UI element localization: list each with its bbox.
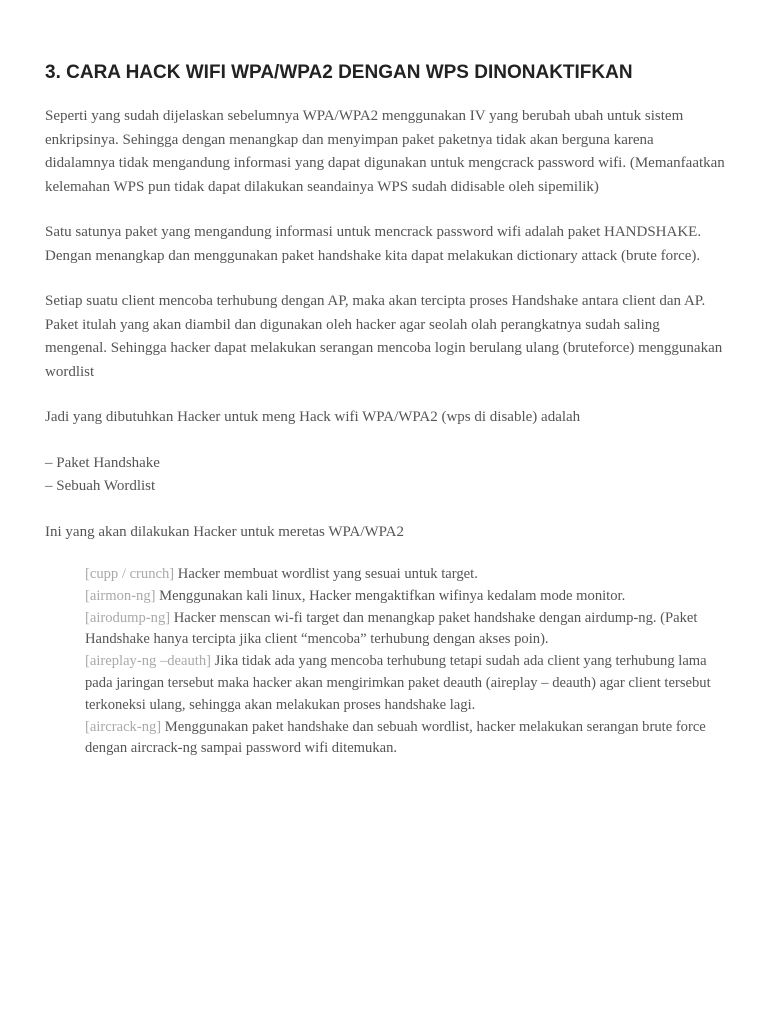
step-item bbox=[85, 651, 730, 716]
paragraph-handshake: Satu satunya paket yang mengandung informasi untuk mencrack password wifi adalah paket HANDSHAKE. Dengan menangkap dan menggunakan paket handshake kita dapat melakukan dictionary attack (brute force). bbox=[45, 224, 702, 264]
tool-tag: [aireplay-ng –deauth] bbox=[85, 653, 212, 670]
steps-list bbox=[85, 564, 730, 760]
requirements-list bbox=[45, 452, 725, 499]
paragraph-wpa-intro: Seperti yang sudah dijelaskan sebelumnya WPA/WPA2 menggunakan IV yang berubah ubah untuk sistem enkripsinya. Sehingga dengan menangkap dan menyimpan paket paketnya tidak akan berguna karena didalamnya tidak mengandung informasi yang dapat digunakan untuk mengcrack password wifi. (Memanfaatkan kelemahan WPS pun tidak dapat dilakukan seandainya WPS sudah didisable oleh sipemilik) bbox=[45, 108, 725, 195]
list-item: – Paket Handshake bbox=[45, 454, 160, 471]
step-text: Menggunakan kali linux, Hacker mengaktifkan wifinya kedalam mode monitor. bbox=[155, 587, 626, 604]
tool-tag: [cupp / crunch] bbox=[85, 566, 175, 582]
tool-tag: [airmon-ng] bbox=[85, 587, 156, 604]
article-title: 3. CARA HACK WIFI WPA/WPA2 DENGAN WPS DINONAKTIFKAN bbox=[45, 62, 633, 83]
step-item bbox=[85, 717, 730, 761]
tool-tag: [airodump-ng] bbox=[85, 609, 171, 626]
step-item bbox=[85, 586, 730, 608]
step-item bbox=[85, 564, 730, 586]
tool-tag: [aircrack-ng] bbox=[85, 718, 162, 735]
step-item bbox=[85, 608, 730, 652]
step-text: Menggunakan paket handshake dan sebuah wordlist, hacker melakukan serangan brute force dengan aircrack-ng sampai password wifi ditemukan. bbox=[85, 718, 706, 757]
step-text: Jika tidak ada yang mencoba terhubung tetapi sudah ada client yang terhubung lama pada jaringan tersebut maka hacker akan mengirimkan paket deauth (aireplay – deauth) agar client tersebut terkoneksi ulang, sehingga akan melakukan proses handshake lagi. bbox=[85, 653, 711, 713]
paragraph-handshake-process: Setiap suatu client mencoba terhubung dengan AP, maka akan tercipta proses Handshake antara client dan AP. Paket itulah yang akan diambil dan digunakan oleh hacker agar seolah olah perangkatnya sudah saling mengenal. Sehingga hacker dapat melakukan serangan mencoba login berulang ulang (bruteforce) menggunakan wordlist bbox=[45, 293, 723, 380]
step-text: Hacker menscan wi-fi target dan menangkap paket handshake dengan airdump-ng. (Paket Handshake hanya tercipta jika client “mencoba” terhubung dengan akses poin). bbox=[85, 609, 698, 648]
list-item: – Sebuah Wordlist bbox=[45, 478, 156, 494]
article bbox=[45, 60, 725, 760]
step-text: Hacker membuat wordlist yang sesuai untuk target. bbox=[174, 566, 478, 582]
steps-intro: Ini yang akan dilakukan Hacker untuk meretas WPA/WPA2 bbox=[45, 523, 404, 540]
paragraph-requirements-intro: Jadi yang dibutuhkan Hacker untuk meng Hack wifi WPA/WPA2 (wps di disable) adalah bbox=[45, 409, 581, 425]
